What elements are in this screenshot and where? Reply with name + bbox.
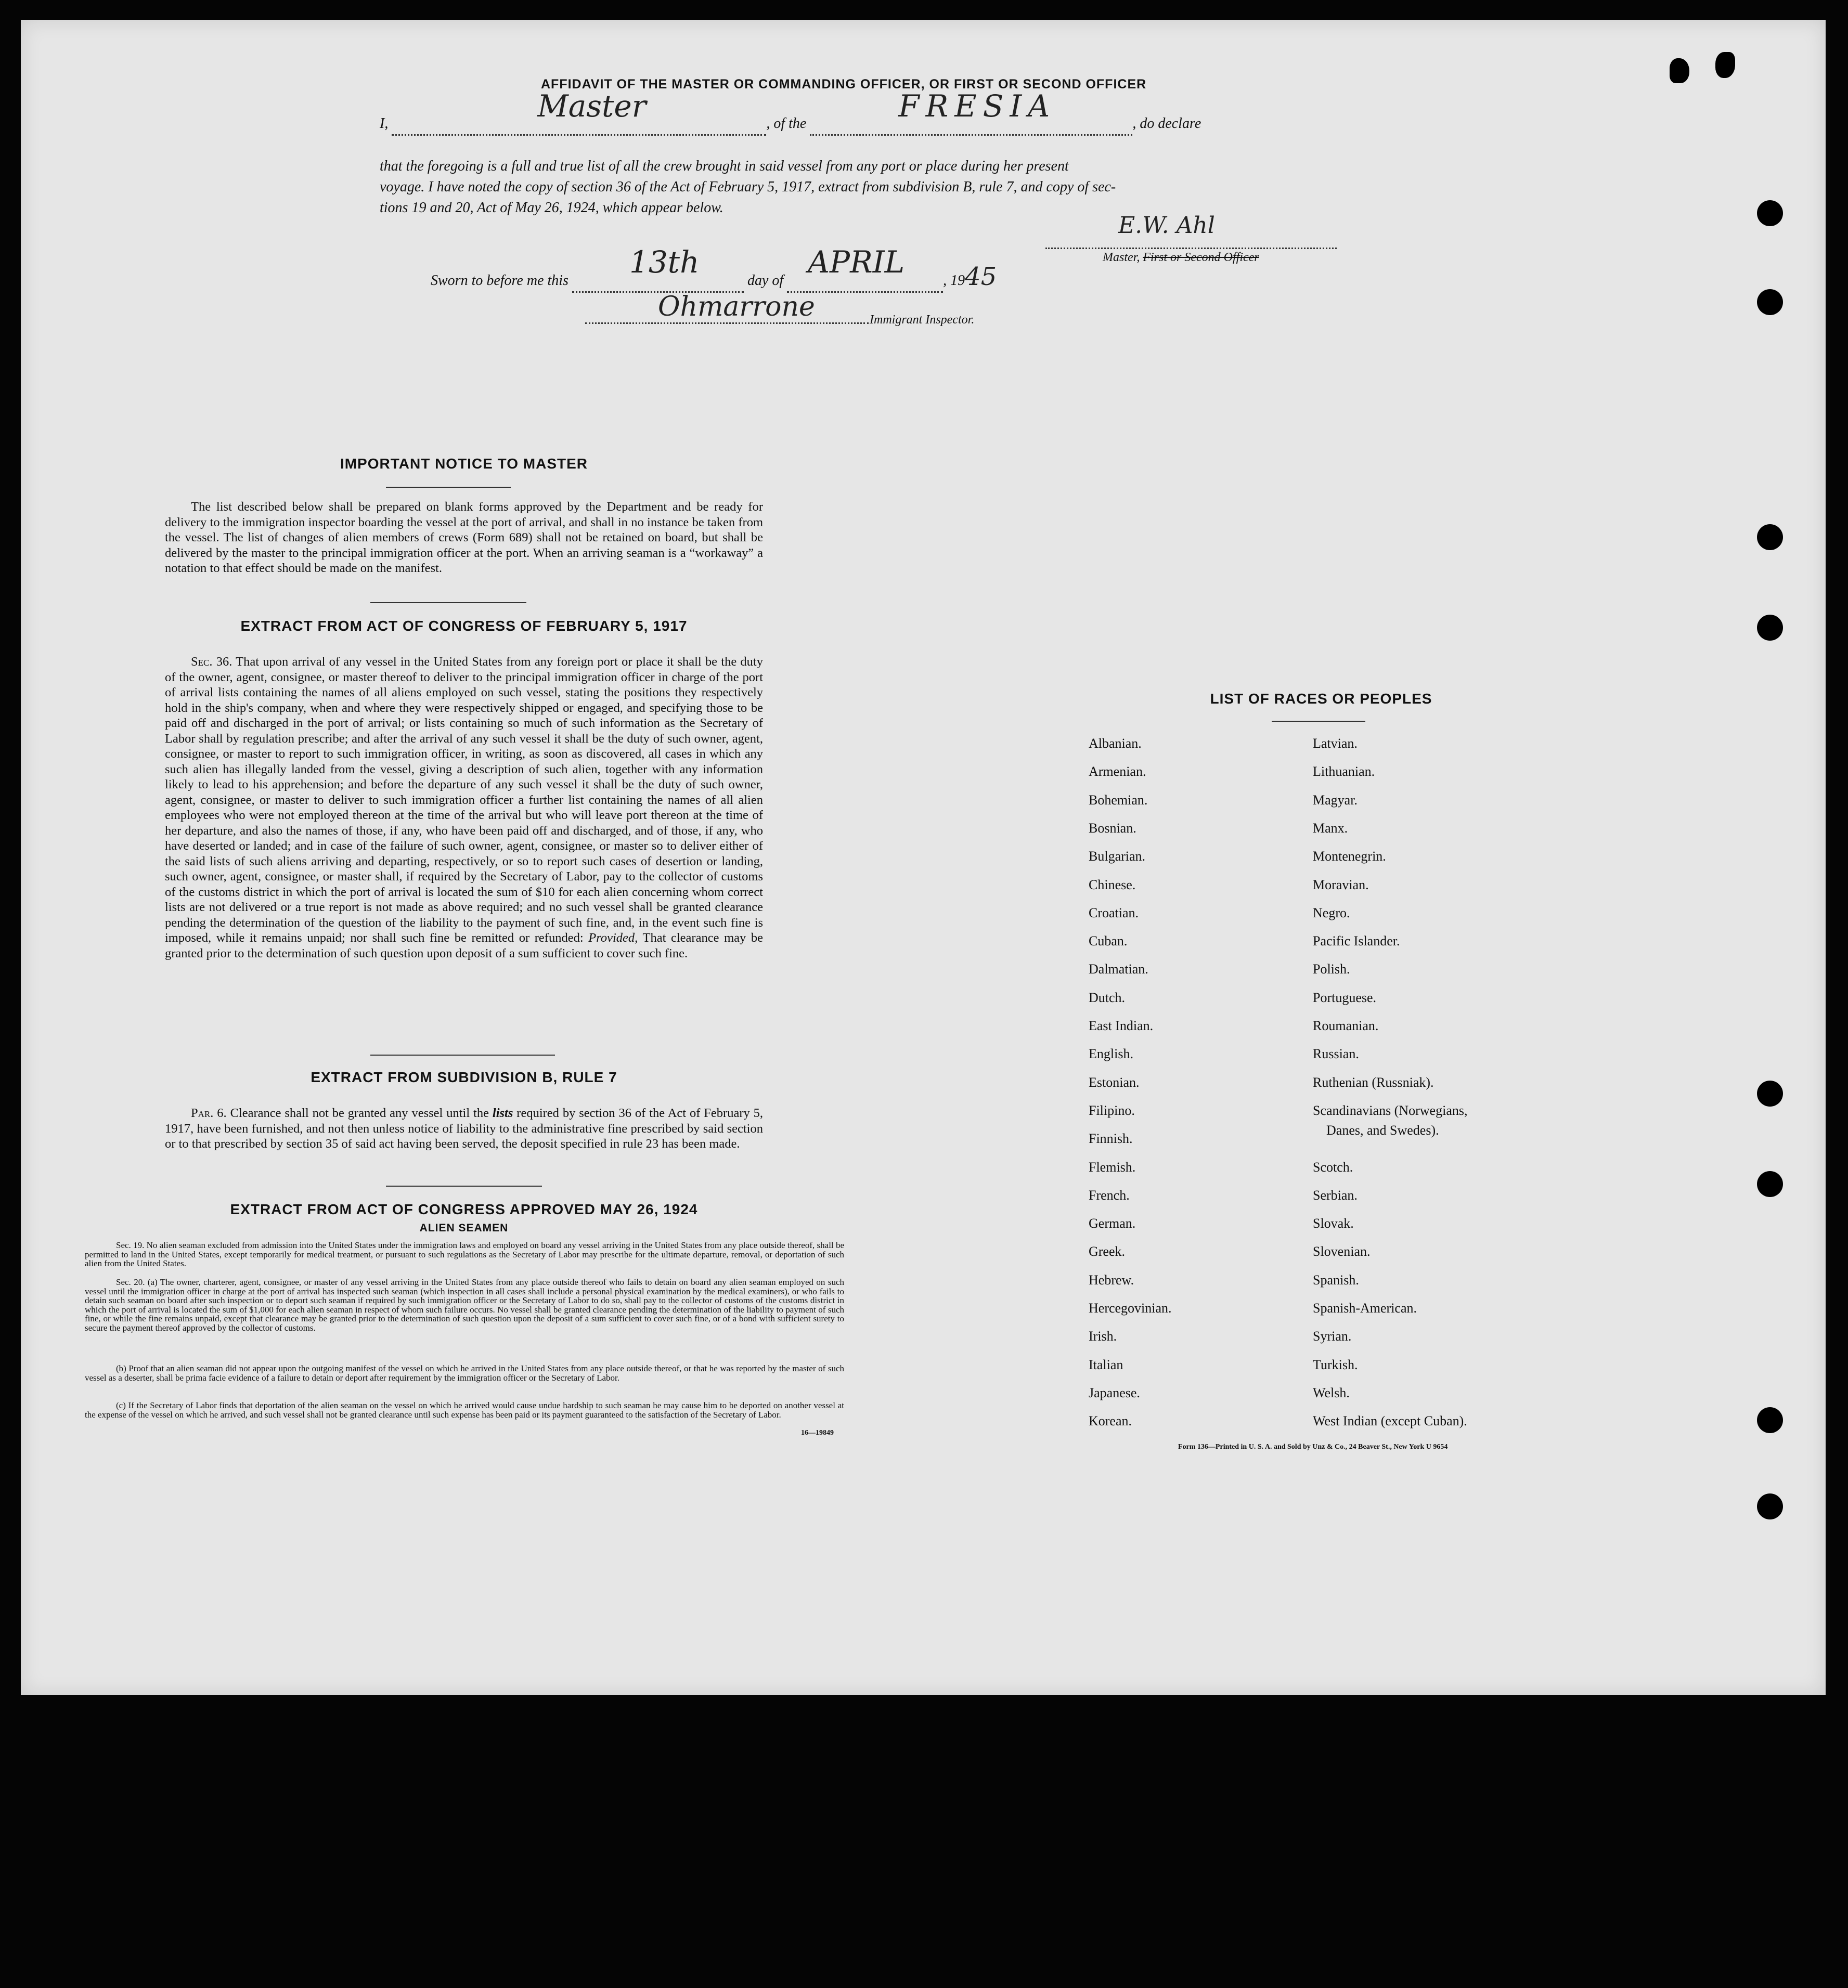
- race-item: Scotch.: [1313, 1159, 1353, 1175]
- race-item: Filipino.: [1089, 1102, 1135, 1118]
- sworn-prefix: Sworn to before me this: [431, 272, 568, 289]
- declaration-line-4: tions 19 and 20, Act of May 26, 1924, which appear below.: [380, 200, 723, 216]
- race-item: German.: [1089, 1216, 1136, 1231]
- divider: [370, 602, 526, 603]
- section-20a-text: Sec. 20. (a) The owner, charterer, agent, consignee, or master of any vessel arriving in the United States from any place outside thereof who fails to detain on board any alien seaman employed on such vessel until the immigration officer in charge at the port of arrival has inspected such seaman (which inspection in all cases shall include a personal physical examination by the medical examiners), or who fails to detain such seaman on board after such inspection or to deport such seaman if required by such immigration officer or the Secretary of Labor to do so, shall pay to the collector of customs of the customs district in which the port of arrival is located the sum of $1,000 for each alien seaman in respect of whom such failure occurs. No vessel shall be granted clearance pending the determination of the liability to payment of such fine, or while the fine remains unpaid, except that clearance may be granted prior to the determination of such question upon the deposit of a sum sufficient to cover such fine, or of a bond with sufficient surety to secure the payment thereof approved by the collector of customs.: [85, 1277, 844, 1333]
- corner-mark: [1670, 58, 1689, 83]
- declaration-prefix: I,: [380, 115, 389, 132]
- race-item: Bosnian.: [1089, 820, 1136, 836]
- race-item: Roumanian.: [1313, 1018, 1379, 1033]
- sworn-day: 13th: [629, 244, 700, 280]
- signature-title: [1103, 251, 1259, 265]
- declaration-mid: , of the: [766, 115, 807, 132]
- section-20b-text: (b) Proof that an alien seaman did not appear upon the outgoing manifest of the vessel on which he arrived in the United States from any place outside thereof, or that he was reported by the master of such vessel as a deserter, shall be prima facie evidence of a failure to detain or deport after requirement by the immigration officer or the Secretary of Labor.: [85, 1363, 844, 1383]
- race-item: Albanian.: [1089, 736, 1142, 751]
- extract-1924-title: EXTRACT FROM ACT OF CONGRESS APPROVED MAY 26, 1924: [230, 1201, 698, 1217]
- race-item: Irish.: [1089, 1329, 1117, 1344]
- sworn-year: 45: [965, 262, 997, 291]
- divider: [386, 487, 511, 488]
- affidavit-title: AFFIDAVIT OF THE MASTER OR COMMANDING OFFICER, OR FIRST OR SECOND OFFICER: [541, 77, 1147, 92]
- race-item: Bulgarian.: [1089, 849, 1146, 864]
- rule7-title: EXTRACT FROM SUBDIVISION B, RULE 7: [311, 1069, 617, 1085]
- binder-hole: [1757, 1081, 1783, 1107]
- rule7-body: [165, 1106, 763, 1152]
- race-item: Spanish.: [1313, 1272, 1359, 1288]
- divider: [386, 1186, 542, 1187]
- extract-1917-title: EXTRACT FROM ACT OF CONGRESS OF FEBRUARY 5, 1917: [240, 618, 688, 634]
- extract-1924-subtitle: ALIEN SEAMEN: [419, 1222, 509, 1234]
- race-item: Greek.: [1089, 1244, 1126, 1259]
- binder-hole: [1757, 1171, 1783, 1197]
- section-19-text: Sec. 19. No alien seaman excluded from admission into the United States under the immigration laws and employed on board any vessel arriving in the United States from any place outside thereof, shall be permitted to land in the United States, except temporarily for medical treatment, or pursuant to such regulations as the Secretary of Labor may prescribe for the ultimate departure, removal, or deportation of such alien from the United States.: [85, 1240, 844, 1268]
- race-item: Negro.: [1313, 905, 1350, 920]
- race-item: Armenian.: [1089, 764, 1146, 779]
- race-item: Slovenian.: [1313, 1244, 1371, 1259]
- race-item: Hercegovinian.: [1089, 1301, 1172, 1316]
- race-item: Finnish.: [1089, 1131, 1133, 1147]
- race-item: Dutch.: [1089, 990, 1126, 1005]
- race-item: Moravian.: [1313, 877, 1369, 892]
- binder-hole: [1757, 289, 1783, 315]
- binder-hole: [1757, 200, 1783, 226]
- race-item: Spanish-American.: [1313, 1301, 1417, 1316]
- race-item: Latvian.: [1313, 736, 1358, 751]
- race-item: Ruthenian (Russniak).: [1313, 1074, 1434, 1090]
- rule7-text-end: required by section 36 of the Act of February 5, 1917, have been furnished, and not then unless notice of liability to the administrative fine prescribed by said section or to that prescribed by section 35 of said act having been served, the deposit specified in rule 23 has been made.: [165, 1106, 764, 1151]
- race-item: Italian: [1089, 1357, 1123, 1372]
- race-item: Welsh.: [1313, 1385, 1350, 1400]
- race-item: Dalmatian.: [1089, 961, 1148, 977]
- rule7-text: Clearance shall not be granted any vessel until the: [230, 1106, 489, 1120]
- divider: [1272, 721, 1365, 722]
- race-item: Bohemian.: [1089, 792, 1148, 808]
- signature-title-struck: First or Second Officer: [1143, 251, 1259, 264]
- race-item: Portuguese.: [1313, 990, 1377, 1005]
- race-item: French.: [1089, 1187, 1130, 1203]
- race-item: Japanese.: [1089, 1385, 1140, 1400]
- binder-hole: [1757, 1407, 1783, 1433]
- race-item: Hebrew.: [1089, 1272, 1134, 1288]
- race-item: Slovak.: [1313, 1216, 1354, 1231]
- race-item: Croatian.: [1089, 905, 1139, 920]
- race-item: Chinese.: [1089, 877, 1136, 892]
- sworn-year-prefix: , 19: [943, 272, 965, 289]
- race-item: Lithuanian.: [1313, 764, 1375, 779]
- race-item: Turkish.: [1313, 1357, 1358, 1372]
- notice-body: The list described below shall be prepared on blank forms approved by the Department and be ready for delivery to the immigration inspector boarding the vessel at the port of arrival, and shall in no instance be taken from the vessel. The list of changes of alien members of crews (Form 689) shall not be retained on board, but shall be delivered by the master to the principal immigration officer at the port. When an arriving seaman is a “workaway” a notation to that effect should be made on the manifest.: [165, 500, 763, 575]
- binder-hole: [1757, 1493, 1783, 1519]
- inspector-title: Immigrant Inspector.: [870, 313, 975, 327]
- race-item: Polish.: [1313, 961, 1350, 977]
- race-item: Estonian.: [1089, 1074, 1140, 1090]
- section-label: Sec. 36.: [191, 655, 232, 669]
- corner-mark: [1715, 52, 1735, 78]
- race-item: Montenegrin.: [1313, 849, 1386, 864]
- notice-title: IMPORTANT NOTICE TO MASTER: [340, 456, 588, 472]
- inspector-signature: Ohmarrone: [658, 291, 815, 322]
- sworn-day-field: [572, 244, 744, 293]
- declaration-suffix: , do declare: [1132, 115, 1201, 132]
- race-item: Flemish.: [1089, 1159, 1136, 1175]
- race-item: Scandinavians (Norwegians,: [1313, 1102, 1468, 1118]
- race-item: West Indian (except Cuban).: [1313, 1413, 1467, 1429]
- rank-handwriting: Master: [537, 88, 647, 124]
- lists-term: lists: [492, 1106, 513, 1120]
- sworn-mid: day of: [747, 272, 784, 289]
- printer-imprint: Form 136—Printed in U. S. A. and Sold by Unz & Co., 24 Beaver St., New York U 9654: [1178, 1443, 1448, 1451]
- rank-field: [392, 88, 766, 136]
- sworn-month-field: [787, 244, 943, 293]
- section-36-text-end: That clearance may be granted prior to the determination of such question upon deposit of a sum sufficient to cover such fine.: [165, 931, 764, 960]
- race-item: Manx.: [1313, 820, 1348, 836]
- extract-1917-body: [165, 654, 763, 961]
- race-item: Syrian.: [1313, 1329, 1352, 1344]
- form-code: 16—19849: [801, 1429, 834, 1437]
- divider: [370, 1055, 555, 1056]
- provided-term: Provided,: [588, 931, 638, 945]
- race-item: Korean.: [1089, 1413, 1132, 1429]
- declaration-line-2: that the foregoing is a full and true list of all the crew brought in said vessel from any port or place during her present: [380, 158, 1069, 174]
- race-continuation: Danes, and Swedes).: [1326, 1123, 1439, 1138]
- declaration-line-1: [380, 88, 1368, 136]
- race-item: Serbian.: [1313, 1187, 1358, 1203]
- race-item: Magyar.: [1313, 792, 1358, 808]
- race-item: English.: [1089, 1046, 1133, 1062]
- race-item: Russian.: [1313, 1046, 1359, 1062]
- signature-title-master: Master,: [1103, 251, 1140, 264]
- paragraph-label: Par. 6.: [191, 1106, 227, 1120]
- race-item: Cuban.: [1089, 933, 1128, 949]
- section-20c-text: (c) If the Secretary of Labor finds that deportation of the alien seaman on the vessel on which he arrived would cause undue hardship to such seaman he may cause him to be deported on another vessel at the expense of the vessel on which he arrived, and such vessel shall not be granted clearance until such expense has been paid or its payment guaranteed to the satisfaction of the Secretary of Labor.: [85, 1400, 844, 1420]
- race-item: East Indian.: [1089, 1018, 1154, 1033]
- binder-hole: [1757, 524, 1783, 550]
- master-signature: E.W. Ahl: [1118, 212, 1215, 239]
- section-36-text: That upon arrival of any vessel in the United States from any foreign port or place it shall be the duty of the owner, agent, consignee, or master thereof to deliver to the principal immigration officer in charge of the port of arrival lists containing the names of all aliens employed on such vessel, stating the positions they respectively hold in the ship's company, when and where they were respectively shipped or engaged, and specifying those to be paid off and discharged in the port of arrival; or lists containing so much of such information as the Secretary of Labor shall by regulation prescribe; and after the arrival of any such vessel it shall be the duty of such owner, agent, consignee, or master to report to such immigration officer, in writing, as soon as discovered, all cases in which any such alien has illegally landed from the vessel, giving a description of such alien, together with any information likely to lead to his apprehension; and before the departure of any such vessel it shall be the duty of such owner, agent, consignee, or master to deliver to such immigration officer a further list containing the names of all alien employees who were not employed thereon at the time of the arrival but who will leave port thereon at the time of her departure, and also the names of those, if any, who have been paid off and discharged, and of those, if any, who have deserted or landed; and in case of the failure of such owner, agent, consignee, or master so to deliver either of the said lists of such aliens arriving and departing, respectively, or so to report such cases of desertion or landing, such owner, agent, consignee, or master shall, if required by the Secretary of Labor, pay to the collector of customs of the customs district in which the port of arrival is located the sum of $10 for each alien concerning whom correct lists are not delivered or a true report is not made as above required; and no such vessel shall be granted clearance pending the determination of the question of the liability to the payment of such fine, and, in the event such fine is imposed, while it remains unpaid; nor shall such fine be remitted or refunded:: [165, 655, 763, 945]
- races-title: LIST OF RACES OR PEOPLES: [1210, 691, 1432, 707]
- race-item: Pacific Islander.: [1313, 933, 1400, 949]
- sworn-month: APRIL: [808, 244, 905, 280]
- vessel-handwriting: FRESIA: [898, 88, 1056, 124]
- binder-hole: [1757, 615, 1783, 641]
- vessel-field: [810, 88, 1132, 136]
- declaration-line-3: voyage. I have noted the copy of section 36 of the Act of February 5, 1917, extract from subdivision B, rule 7, and copy of sec-: [380, 179, 1116, 195]
